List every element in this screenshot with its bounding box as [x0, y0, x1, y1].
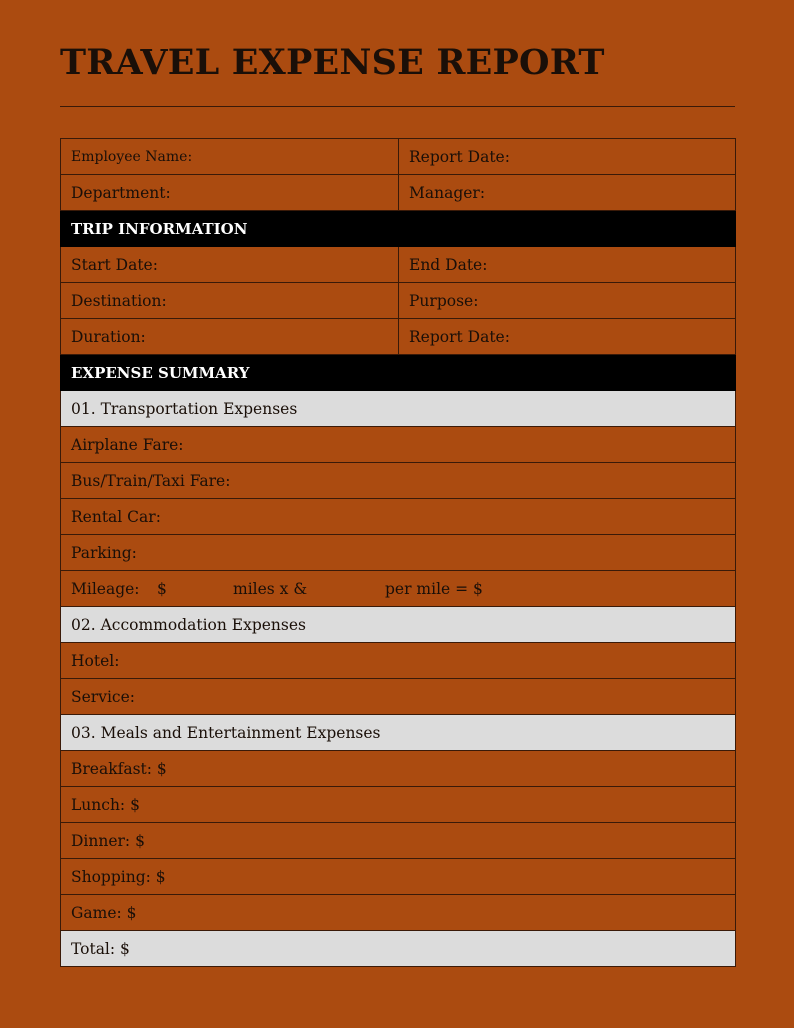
duration-row	[61, 319, 736, 355]
expense-form-table	[60, 138, 736, 967]
hotel-field[interactable]: Hotel:	[61, 643, 736, 679]
department-row	[61, 175, 736, 211]
transportation-category-row	[61, 391, 736, 427]
expense-summary-header: EXPENSE SUMMARY	[61, 355, 736, 391]
report-date-field[interactable]: Report Date:	[399, 139, 736, 175]
game-field[interactable]: Game: $	[61, 895, 736, 931]
mileage-label: Mileage:	[71, 579, 140, 598]
hotel-row	[61, 643, 736, 679]
dinner-field[interactable]: Dinner: $	[61, 823, 736, 859]
shopping-row	[61, 859, 736, 895]
airplane-fare-field[interactable]: Airplane Fare:	[61, 427, 736, 463]
breakfast-row	[61, 751, 736, 787]
purpose-field[interactable]: Purpose:	[399, 283, 736, 319]
accommodation-category-title: 02. Accommodation Expenses	[61, 607, 736, 643]
mileage-per-mile-text: per mile = $	[385, 579, 483, 598]
duration-field[interactable]: Duration:	[61, 319, 399, 355]
destination-row	[61, 283, 736, 319]
mileage-field[interactable]	[61, 571, 736, 607]
lunch-field[interactable]: Lunch: $	[61, 787, 736, 823]
total-row	[61, 931, 736, 967]
game-row	[61, 895, 736, 931]
page-title: TRAVEL EXPENSE REPORT	[60, 42, 605, 83]
mileage-dollar-sign: $	[157, 579, 167, 598]
rental-car-row	[61, 499, 736, 535]
service-field[interactable]: Service:	[61, 679, 736, 715]
start-date-field[interactable]: Start Date:	[61, 247, 399, 283]
airplane-fare-row	[61, 427, 736, 463]
bus-train-taxi-field[interactable]: Bus/Train/Taxi Fare:	[61, 463, 736, 499]
end-date-field[interactable]: End Date:	[399, 247, 736, 283]
parking-row	[61, 535, 736, 571]
parking-field[interactable]: Parking:	[61, 535, 736, 571]
lunch-row	[61, 787, 736, 823]
trip-information-header: TRIP INFORMATION	[61, 211, 736, 247]
bus-train-taxi-row	[61, 463, 736, 499]
destination-field[interactable]: Destination:	[61, 283, 399, 319]
title-divider	[60, 106, 735, 107]
mileage-row	[61, 571, 736, 607]
rental-car-field[interactable]: Rental Car:	[61, 499, 736, 535]
dinner-row	[61, 823, 736, 859]
transportation-category-title: 01. Transportation Expenses	[61, 391, 736, 427]
employee-row	[61, 139, 736, 175]
manager-field[interactable]: Manager:	[399, 175, 736, 211]
trip-dates-row	[61, 247, 736, 283]
total-field[interactable]: Total: $	[61, 931, 736, 967]
employee-name-field[interactable]: Employee Name:	[61, 139, 399, 175]
meals-category-row	[61, 715, 736, 751]
trip-report-date-field[interactable]: Report Date:	[399, 319, 736, 355]
service-row	[61, 679, 736, 715]
accommodation-category-row	[61, 607, 736, 643]
breakfast-field[interactable]: Breakfast: $	[61, 751, 736, 787]
trip-information-header-row	[61, 211, 736, 247]
shopping-field[interactable]: Shopping: $	[61, 859, 736, 895]
expense-summary-header-row	[61, 355, 736, 391]
mileage-miles-text: miles x &	[233, 579, 308, 598]
meals-category-title: 03. Meals and Entertainment Expenses	[61, 715, 736, 751]
department-field[interactable]: Department:	[61, 175, 399, 211]
